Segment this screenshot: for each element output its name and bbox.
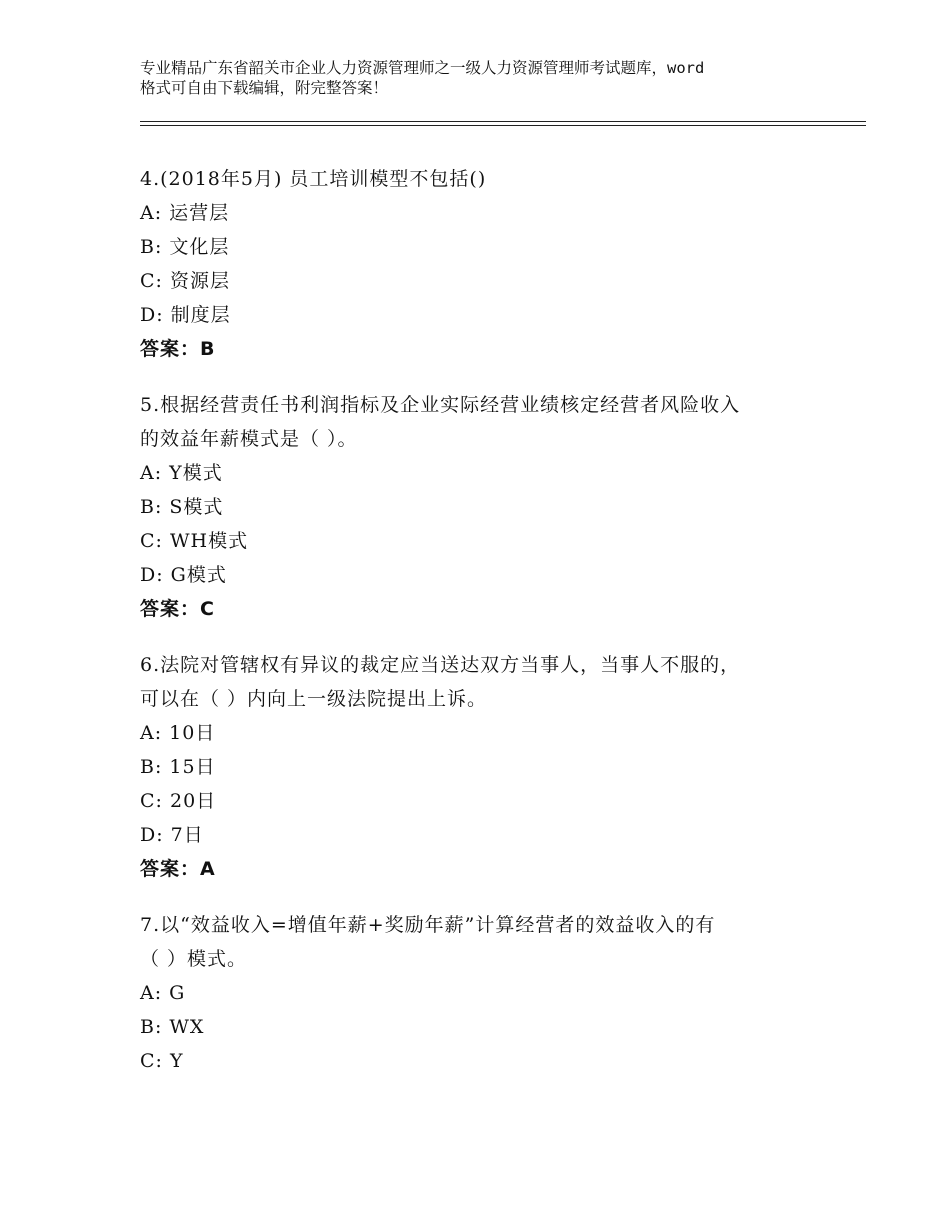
question-5 <box>140 388 820 626</box>
header-line-1: 专业精品广东省韶关市企业人力资源管理师之一级人力资源管理师考试题库，word <box>140 59 705 77</box>
question-stem-line-2: 的效益年薪模式是（ ）。 <box>140 428 358 450</box>
option-b: B: S模式 <box>140 496 224 518</box>
option-b: B: WX <box>140 1016 205 1038</box>
option-b: B: 15日 <box>140 756 216 778</box>
answer-line: 答案：A <box>140 858 216 880</box>
option-c: C: Y <box>140 1050 184 1072</box>
question-6 <box>140 648 820 886</box>
question-stem-line-2: 可以在（ ）内向上一级法院提出上诉。 <box>140 688 488 710</box>
question-7 <box>140 908 820 1078</box>
header-divider-top <box>140 121 866 122</box>
header-line-2: 格式可自由下载编辑，附完整答案！ <box>140 79 389 97</box>
option-a: A: G <box>140 982 186 1004</box>
option-a: A: Y模式 <box>140 462 223 484</box>
option-d: D: G模式 <box>140 564 227 586</box>
option-d: D: 7日 <box>140 824 204 846</box>
question-stem-line-1: 5.根据经营责任书利润指标及企业实际经营业绩核定经营者风险收入 <box>140 394 741 416</box>
header-divider-bottom <box>140 125 866 126</box>
document-header <box>140 58 840 98</box>
option-c: C: WH模式 <box>140 530 249 552</box>
option-c: C: 资源层 <box>140 270 230 292</box>
question-4 <box>140 162 820 366</box>
option-b: B: 文化层 <box>140 236 230 258</box>
answer-line: 答案：B <box>140 338 216 360</box>
question-stem: 4.(2018年5月) 员工培训模型不包括() <box>140 168 487 190</box>
option-a: A: 10日 <box>140 722 216 744</box>
question-stem-line-1: 7.以“效益收入=增值年薪+奖励年薪”计算经营者的效益收入的有 <box>140 914 716 936</box>
question-stem-line-2: （ ）模式。 <box>140 948 248 970</box>
option-a: A: 运营层 <box>140 202 230 224</box>
option-d: D: 制度层 <box>140 304 231 326</box>
question-stem-line-1: 6.法院对管辖权有异议的裁定应当送达双方当事人，当事人不服的， <box>140 654 741 676</box>
answer-line: 答案：C <box>140 598 215 620</box>
question-list <box>140 162 820 1100</box>
option-c: C: 20日 <box>140 790 217 812</box>
